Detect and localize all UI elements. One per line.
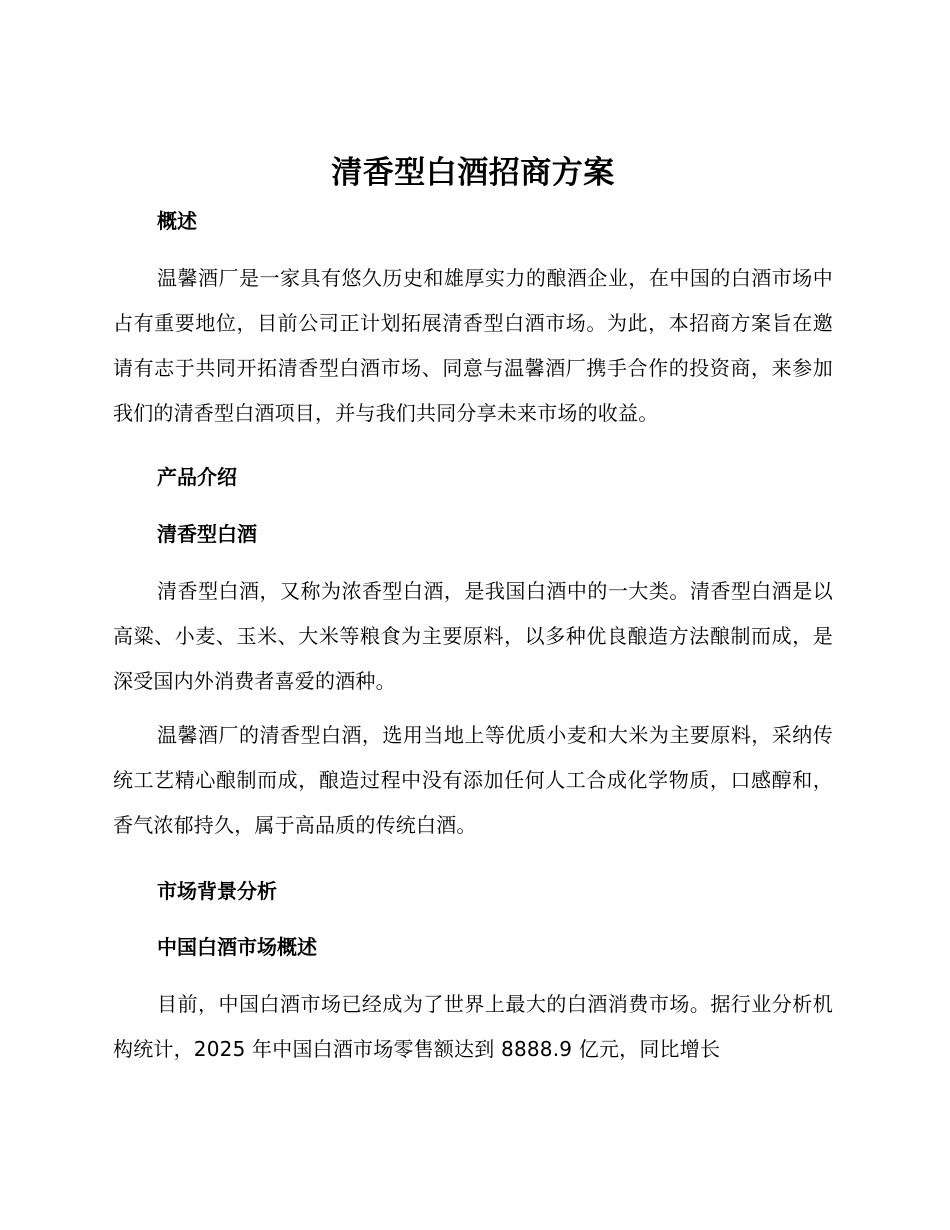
document-body	[113, 150, 833, 1072]
paragraph-market-1: 目前，中国白酒市场已经成为了世界上最大的白酒消费市场。据行业分析机构统计，2025 年中国白酒市场零售额达到 8888.9 亿元，同比增长	[113, 992, 833, 1061]
subheading-market: 中国白酒市场概述	[157, 935, 317, 959]
paragraph-product-1: 清香型白酒，又称为浓香型白酒，是我国白酒中的一大类。清香型白酒是以高粱、小麦、玉米、大米等粮食为主要原料，以多种优良酿造方法酿制而成，是深受国内外消费者喜爱的酒种。	[113, 579, 833, 693]
section-heading-overview: 概述	[157, 209, 197, 233]
paragraph-product-2: 温馨酒厂的清香型白酒，选用当地上等优质小麦和大米为主要原料，采纳传统工艺精心酿制而成，酿造过程中没有添加任何人工合成化学物质，口感醇和，香气浓郁持久，属于高品质的传统白酒。	[113, 723, 833, 837]
subheading-product: 清香型白酒	[157, 522, 257, 546]
paragraph-overview: 温馨酒厂是一家具有悠久历史和雄厚实力的酿酒企业，在中国的白酒市场中占有重要地位，目前公司正计划拓展清香型白酒市场。为此，本招商方案旨在邀请有志于共同开拓清香型白酒市场、同意与温馨酒厂携手合作的投资商，来参加我们的清香型白酒项目，并与我们共同分享未来市场的收益。	[113, 266, 833, 425]
document-title: 清香型白酒招商方案	[331, 155, 615, 191]
section-heading-market: 市场背景分析	[157, 879, 277, 903]
section-heading-product: 产品介绍	[157, 465, 237, 489]
